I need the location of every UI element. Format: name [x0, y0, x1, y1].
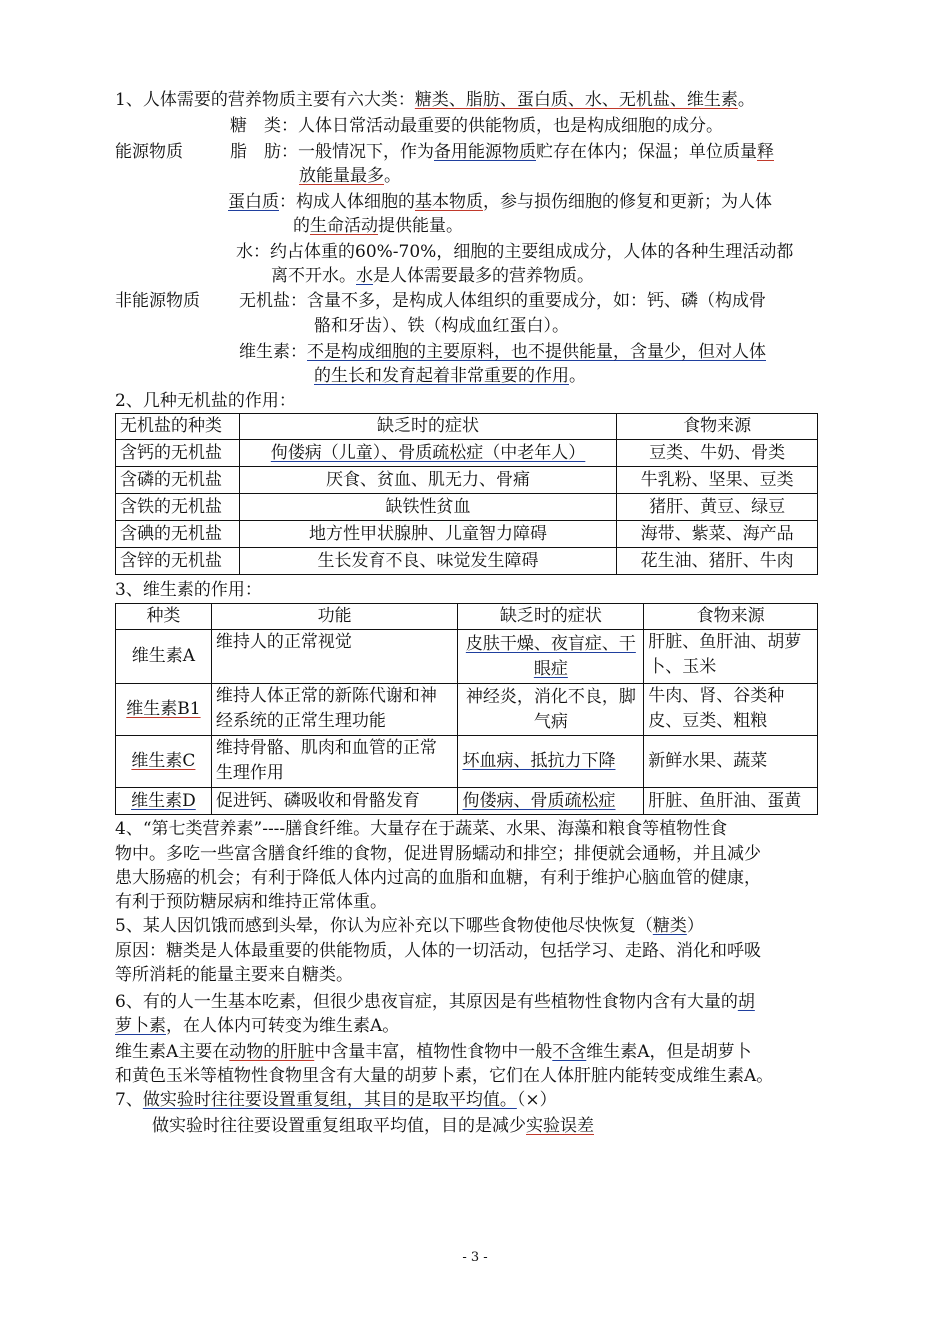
table-cell [239, 440, 616, 467]
text: ，参与损伤细胞的修复和更新；为人体 [483, 192, 772, 212]
s4-line1: 4、“第七类营养素”----膳食纤维。大量存在于蔬菜、水果、海藻和粮食等植物性食 [115, 819, 728, 839]
underlined-text: 佝偻病（儿童）、骨质疏松症（中老年人） [270, 442, 586, 463]
table-cell: 含钙的无机盐 [116, 440, 240, 467]
table-cell: 含碘的无机盐 [116, 521, 240, 548]
table-cell: 花生油、猪肝、牛肉 [617, 548, 818, 575]
underlined-text: 维生素C [131, 751, 196, 771]
s4-line2: 物中。多吃一些富含膳食纤维的食物，促进胃肠蠕动和排空；排便就会通畅，并且减少 [115, 844, 761, 864]
s4-line3: 患大肠癌的机会；有利于降低人体内过高的血脂和血糖，有利于维护心脑血管的健康， [115, 868, 761, 888]
s1-line1 [115, 88, 755, 112]
label: 维生素： [239, 342, 307, 362]
text: 5、某人因饥饿而感到头晕，你认为应补充以下哪些食物使他尽快恢复（ [115, 916, 653, 936]
s5-line3: 等所消耗的能量主要来自糖类。 [115, 965, 353, 985]
non-energy-substances-label: 非能源物质 [115, 291, 200, 311]
table-cell: 维持骨骼、肌肉和血管的正常生理作用 [211, 736, 458, 788]
table-cell [116, 684, 212, 736]
underlined-text: 动物的肝脏 [229, 1042, 315, 1062]
text: 。 [569, 366, 586, 386]
table-cell: 促进钙、磷吸收和骨骼发育 [211, 788, 458, 815]
table-row [116, 548, 818, 575]
table-row [116, 494, 818, 521]
text: 6、有的人一生基本吃素，但很少患夜盲症，其原因是有些植物性食物内含有大量的 [115, 992, 738, 1012]
underlined-text: 备用能源物质 [434, 142, 536, 162]
text: 1、人体需要的营养物质主要有六大类： [115, 90, 415, 110]
mineral-table [115, 413, 818, 575]
table-cell: 维持人体正常的新陈代谢和神经系统的正常生理功能 [211, 684, 458, 736]
underlined-text: 不是构成细胞的主要原料，也不提供能量，含量少，但对人体 [307, 342, 766, 362]
underlined-text: 皮肤干燥、夜盲症、干眼症 [465, 633, 636, 679]
underlined-text: 放能量最多 [299, 166, 384, 186]
text: （×） [516, 1090, 557, 1110]
text: ） [686, 916, 704, 936]
s1-vitamin-l2 [314, 364, 586, 388]
table-cell: 含锌的无机盐 [116, 548, 240, 575]
underlined-text: 糖类、脂肪、蛋白质、水、无机盐、维生素 [414, 90, 738, 110]
table-cell: 牛乳粉、坚果、豆类 [617, 467, 818, 494]
table-cell: 维生素A [116, 630, 212, 684]
table-header: 食物来源 [617, 414, 818, 440]
text: 做实验时往往要设置重复组取平均值，目的是减少 [152, 1116, 526, 1136]
text: 提供能量。 [378, 216, 463, 236]
table-header-row [116, 414, 818, 440]
s7-line1 [115, 1088, 557, 1112]
table-cell: 肝脏、鱼肝油、胡萝卜、玉米 [644, 630, 818, 684]
table-row [116, 736, 818, 788]
underlined-text: 维生素D [131, 790, 196, 811]
s4-line4: 有利于预防糖尿病和维持正常体重。 [115, 892, 387, 912]
s1-mineral [239, 289, 766, 313]
label: 脂 肪： [230, 142, 298, 162]
table-row [116, 521, 818, 548]
s1-fat-l2 [299, 164, 401, 188]
table-cell: 生长发育不良、味觉发生障碍 [239, 548, 616, 575]
table-cell: 豆类、牛奶、骨类 [617, 440, 818, 467]
label: 无机盐： [239, 291, 307, 311]
underlined-text: 的生长和发育起着非常重要的作用 [314, 366, 569, 386]
text: 维生素A主要在 [115, 1042, 230, 1062]
table-cell: 神经炎，消化不良，脚气病 [458, 684, 644, 736]
text: 。 [737, 90, 755, 110]
table-cell [116, 736, 212, 788]
table-header-row [116, 604, 818, 630]
text: 人体日常活动最重要的供能物质，也是构成细胞的成分。 [298, 116, 723, 136]
s1-fat [230, 140, 774, 164]
s2-title: 2、几种无机盐的作用： [115, 391, 296, 411]
text: 是人体需要最多的营养物质。 [373, 266, 594, 286]
table-cell: 猪肝、黄豆、绿豆 [617, 494, 818, 521]
s5-line1 [115, 914, 704, 938]
text: 中含量丰富，植物性食物中一般 [314, 1042, 553, 1062]
underlined-text: 实验误差 [526, 1116, 594, 1136]
s1-water-l2 [271, 264, 594, 288]
s6-line4: 和黄色玉米等植物性食物里含有大量的胡萝卜素，它们在人体肝脏内能转变成维生素A。 [115, 1066, 774, 1086]
underlined-text: 基本物质 [415, 192, 483, 212]
text: 贮存在体内；保温；单位质量 [536, 142, 757, 162]
text: 。 [384, 166, 401, 186]
table-header: 缺乏时的症状 [239, 414, 616, 440]
table-cell: 地方性甲状腺肿、儿童智力障碍 [239, 521, 616, 548]
s1-mineral-l2: 骼和牙齿）、铁（构成血红蛋白）。 [314, 316, 569, 336]
table-row [116, 788, 818, 815]
table-row [116, 630, 818, 684]
table-cell [458, 630, 644, 684]
vitamin-table [115, 603, 818, 815]
underlined-text: 坏血病、抵抗力下降 [462, 751, 616, 771]
underlined-text: 释 [757, 142, 774, 162]
s7-line2 [152, 1114, 594, 1138]
page-number: - 3 - [462, 1250, 488, 1265]
text: 离不开水。 [271, 266, 356, 286]
table-cell [116, 788, 212, 815]
text: 的 [293, 216, 310, 236]
s6-line2 [115, 1014, 399, 1038]
text: 一般情况下，作为 [298, 142, 434, 162]
table-row [116, 684, 818, 736]
table-cell: 新鲜水果、蔬菜 [644, 736, 818, 788]
table-header: 功能 [211, 604, 458, 630]
table-cell: 含磷的无机盐 [116, 467, 240, 494]
label: 糖 类： [230, 116, 298, 136]
table-header: 种类 [116, 604, 212, 630]
s1-vitamin [239, 340, 766, 364]
underlined-text: 做实验时往往要设置重复组，其目的是取平均值。 [142, 1090, 517, 1110]
s1-protein [228, 190, 772, 214]
s1-sugar [230, 114, 723, 138]
table-cell: 维持人的正常视觉 [211, 630, 458, 684]
table-cell: 肝脏、鱼肝油、蛋黄 [644, 788, 818, 815]
table-header: 无机盐的种类 [116, 414, 240, 440]
table-row [116, 467, 818, 494]
s6-line1 [115, 990, 755, 1014]
table-header: 缺乏时的症状 [458, 604, 644, 630]
table-cell: 厌食、贫血、肌无力、骨痛 [239, 467, 616, 494]
s1-protein-l2 [293, 214, 463, 238]
underlined-text: 胡 [737, 992, 755, 1012]
text: ，在人体内可转变为维生素A。 [166, 1016, 400, 1036]
table-row [116, 440, 818, 467]
s1-water: 水：约占体重的60%-70%，细胞的主要组成成分，人体的各种生理活动都 [236, 242, 794, 262]
table-cell [458, 788, 644, 815]
underlined-text: 萝卜素 [115, 1016, 166, 1036]
underlined-text: 糖类 [652, 916, 687, 936]
table-cell: 牛肉、肾、谷类种皮、豆类、粗粮 [644, 684, 818, 736]
text: 维生素A，但是胡萝卜 [586, 1042, 752, 1062]
underlined-text: 生命活动 [310, 216, 378, 236]
underlined-text: 蛋白质 [228, 192, 279, 212]
s5-line2: 原因：糖类是人体最重要的供能物质，人体的一切活动，包括学习、走路、消化和呼吸 [115, 941, 761, 961]
underlined-text: 不含 [552, 1042, 587, 1062]
text: ：构成人体细胞的 [279, 192, 415, 212]
underlined-text: 水 [356, 266, 373, 286]
table-cell: 含铁的无机盐 [116, 494, 240, 521]
table-header: 食物来源 [644, 604, 818, 630]
s6-line3 [115, 1040, 752, 1064]
energy-substances-label: 能源物质 [115, 142, 183, 162]
text: 7、 [115, 1090, 143, 1110]
underlined-text: 维生素B1 [126, 699, 201, 719]
s3-title: 3、维生素的作用： [115, 580, 262, 600]
table-cell: 海带、紫菜、海产品 [617, 521, 818, 548]
table-cell [458, 736, 644, 788]
underlined-text: 佝偻病、骨质疏松症 [462, 790, 616, 811]
table-cell: 缺铁性贫血 [239, 494, 616, 521]
text: 含量不多，是构成人体组织的重要成分，如：钙、磷（构成骨 [307, 291, 766, 311]
